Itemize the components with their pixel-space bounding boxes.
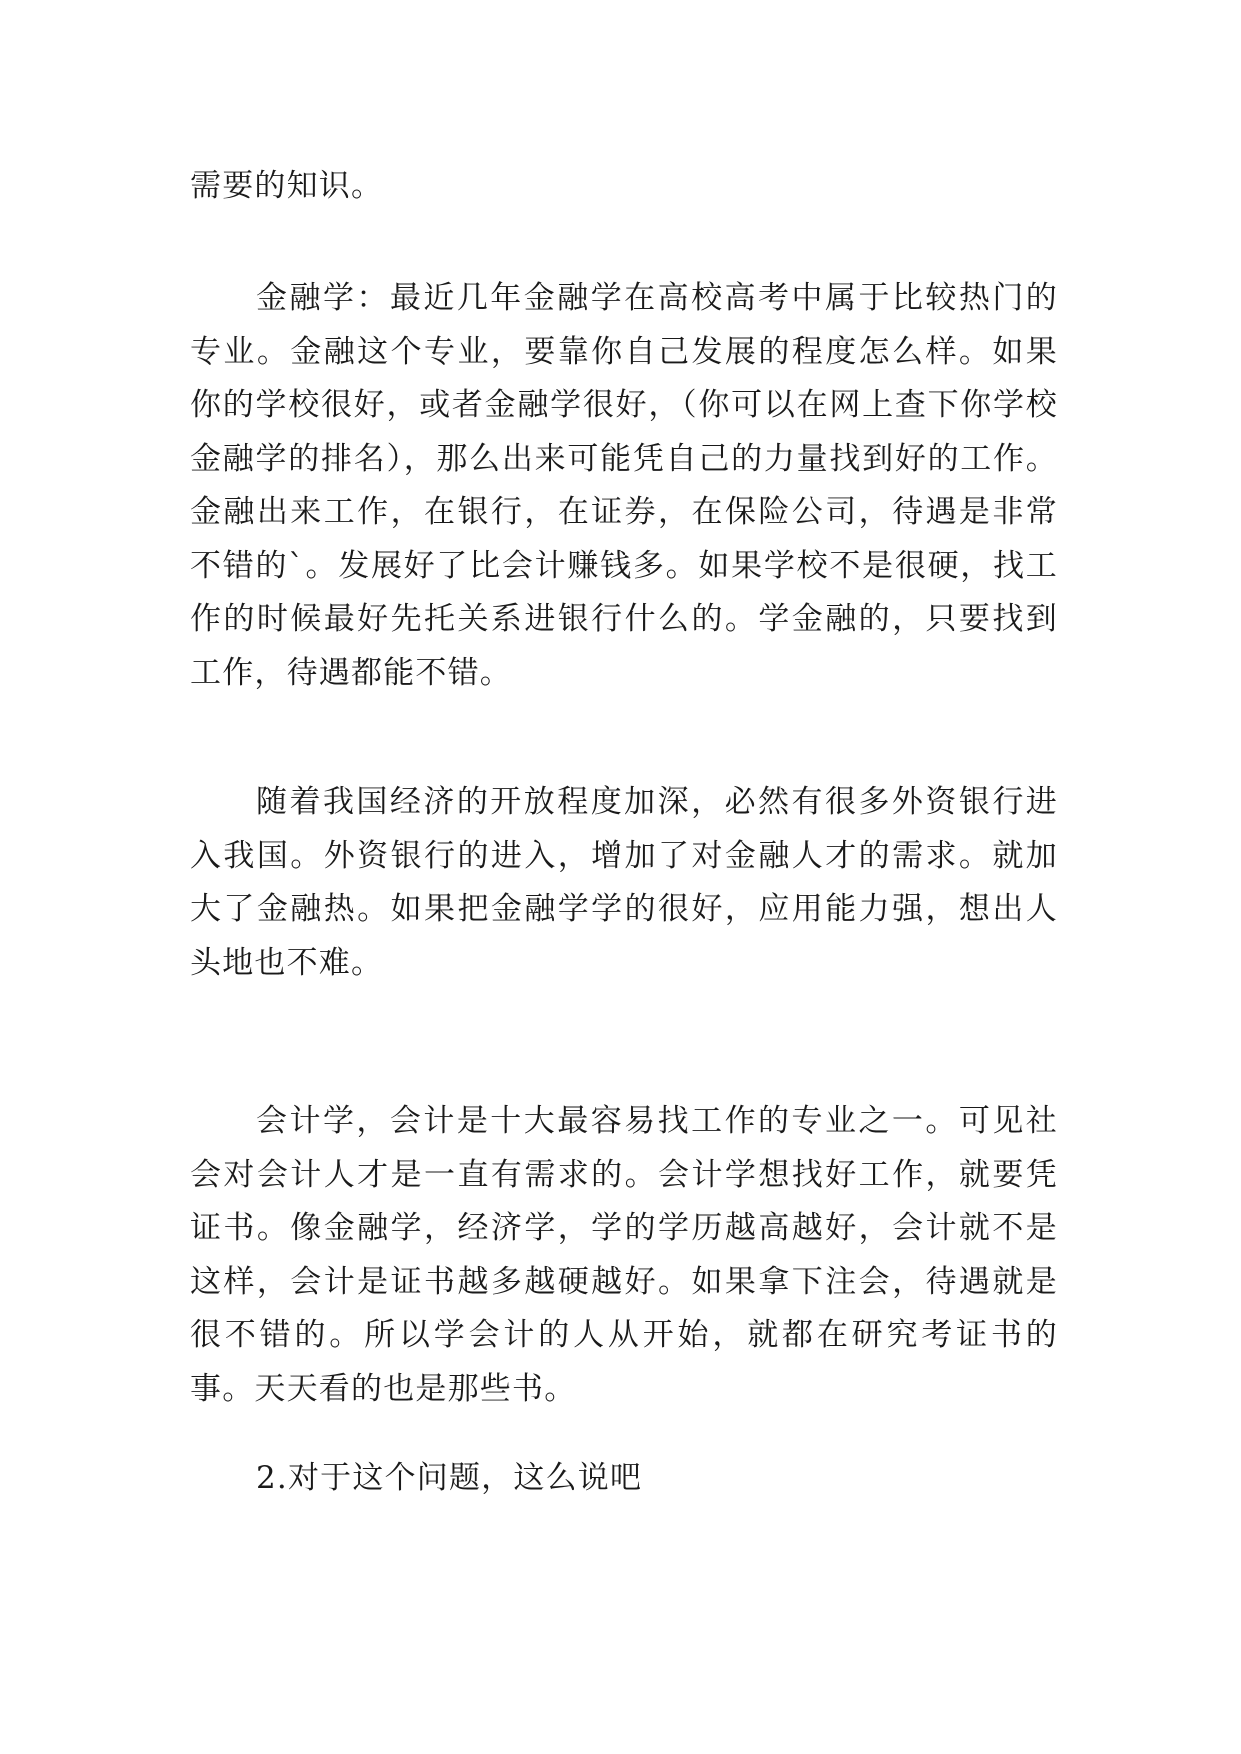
paragraph-question-2: 2.对于这个问题，这么说吧 — [256, 1460, 643, 1496]
paragraph-foreign-banks: 随着我国经济的开放程度加深，必然有很多外资银行进入我国。外资银行的进入，增加了对金融人才的需求。就加大了金融热。如果把金融学学的很好，应用能力强，想出人头地也不难。 — [190, 784, 1058, 981]
paragraph-finance: 金融学：最近几年金融学在高校高考中属于比较热门的专业。金融这个专业，要靠你自己发展的程度怎么样。如果你的学校很好，或者金融学很好，（你可以在网上查下你学校金融学的排名），那么出来可能凭自己的力量找到好的工作。金融出来工作，在银行，在证券，在保险公司，待遇是非常不错的`。发展好了比会计赚钱多。如果学校不是很硬，找工作的时候最好先托关系进银行什么的。学金融的，只要找到工作，待遇都能不错。 — [190, 280, 1058, 691]
paragraph-continuation: 需要的知识。 — [190, 168, 384, 204]
paragraph-accounting: 会计学，会计是十大最容易找工作的专业之一。可见社会对会计人才是一直有需求的。会计学想找好工作，就要凭证书。像金融学，经济学，学的学历越高越好，会计就不是这样，会计是证书越多越硬越好。如果拿下注会，待遇就是很不错的。所以学会计的人从开始，就都在研究考证书的事。天天看的也是那些书。 — [190, 1103, 1058, 1407]
